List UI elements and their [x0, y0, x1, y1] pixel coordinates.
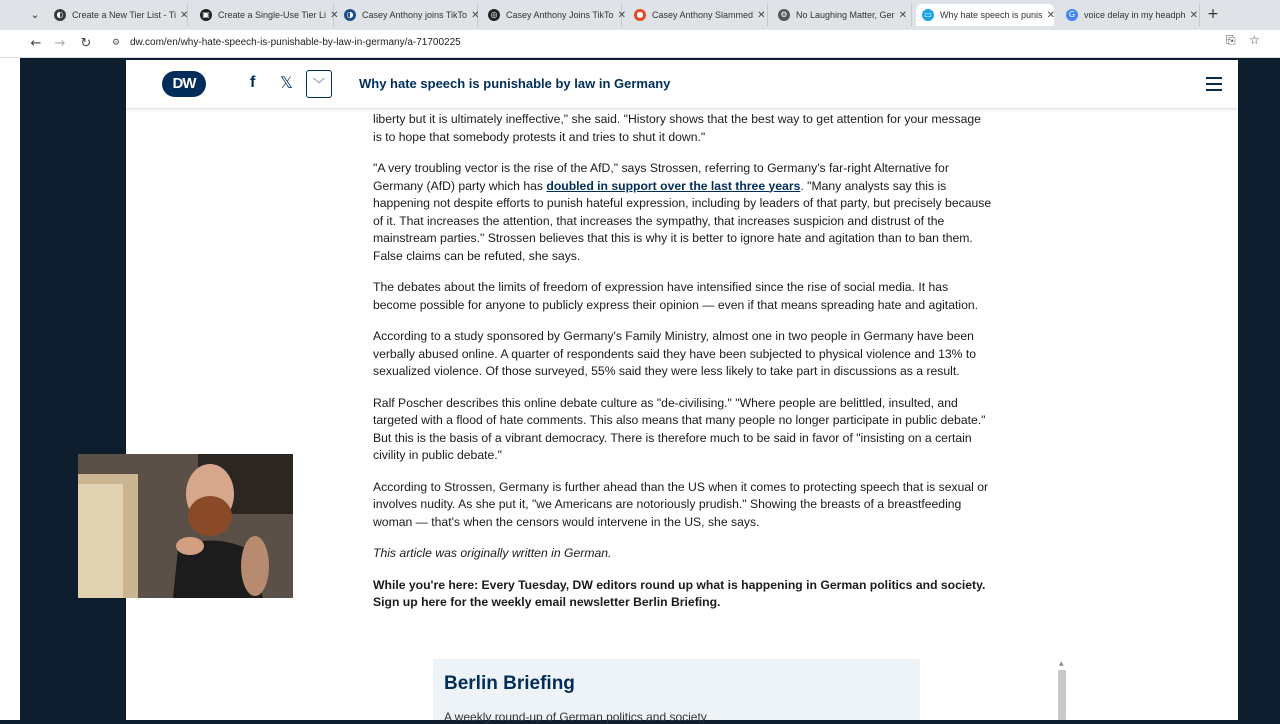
paragraph: According to Strossen, Germany is further ahead than the US when it comes to protecting speech that is sexual or involves nudity. As she put it, "we Americans are notoriously prudish." Showing the breasts of a breastfeeding woman — that's when the censors would intervene in the US, she says. [373, 479, 989, 529]
tab-label: Casey Anthony Slammed [652, 10, 754, 20]
right-margin [1238, 58, 1280, 720]
browser-toolbar [0, 30, 1280, 58]
tab-close-icon[interactable]: ✕ [898, 9, 907, 21]
newsletter-box [433, 659, 920, 724]
browser-tab[interactable] [338, 4, 478, 26]
tab-favicon-icon: ● [634, 9, 646, 21]
browser-tab[interactable] [1060, 4, 1200, 26]
x-share-icon[interactable]: 𝕏 [280, 75, 293, 92]
tab-label: Create a New Tier List - Ti [72, 10, 177, 20]
browser-tab[interactable] [916, 4, 1054, 26]
site-info-icon[interactable]: ⚙ [112, 38, 121, 48]
newsletter-promo[interactable]: While you're here: Every Tuesday, DW editors round up what is happening in German politics and society. Sign up here for the weekly email newsletter Berlin Briefing. [373, 577, 986, 609]
tab-close-icon[interactable]: ✕ [180, 9, 189, 21]
paragraph: Ralf Poscher describes this online debate culture as "de-civilising." "Where people are belittled, insulted, and targeted with a flood of hate comments. This also means that many people no longer participate in public debate." But this is the basis of a vibrant democracy. There is therefore much to be said in favor of "insisting on a certain civility in public debate." [373, 395, 986, 462]
tab-label: Why hate speech is punis [940, 10, 1043, 20]
install-app-icon[interactable]: ⎘ [1226, 33, 1236, 47]
article-body [373, 111, 993, 626]
menu-hamburger-icon[interactable] [1206, 77, 1222, 91]
dw-logo[interactable]: DW [162, 71, 206, 97]
tab-favicon-icon: ▭ [922, 9, 934, 21]
paragraph: liberty but it is ultimately ineffective," she said. "History shows that the best way to get attention for your message is to hope that somebody protests it and tries to shut it down." [373, 112, 981, 144]
dw-sticky-header [126, 60, 1238, 109]
tab-label: No Laughing Matter, Ger [796, 10, 895, 20]
paragraph: According to a study sponsored by Germany's Family Ministry, almost one in two people in Germany have been verbally abused online. A quarter of respondents said they have been subjected to physical violence and 13% to sexualized violence. Of those surveyed, 55% said they were less likely to take part in discussions as a result. [373, 329, 977, 378]
tab-close-icon[interactable]: ✕ [1189, 9, 1198, 21]
newsletter-title: Berlin Briefing [444, 673, 575, 694]
scroll-up-arrow-icon[interactable]: ▲ [1059, 660, 1064, 667]
tab-favicon-icon: ▣ [200, 9, 212, 21]
article-header-title: Why hate speech is punishable by law in Germany [359, 76, 671, 91]
back-arrow-icon[interactable]: ← [30, 36, 42, 51]
tab-favicon-icon: ◎ [488, 9, 500, 21]
paragraph-text: "A very troubling vector is the rise of the AfD," says Strossen, referring to Germany's far-right Alternative for Germany (AfD) party which has [373, 161, 949, 193]
tab-close-icon[interactable]: ✕ [471, 9, 480, 21]
webcam-person-image [78, 454, 293, 598]
forward-arrow-icon[interactable]: → [54, 36, 66, 51]
paragraph [373, 160, 993, 265]
bookmark-star-icon[interactable]: ☆ [1249, 33, 1260, 47]
share-more-chevron-icon[interactable]: ﹀ [306, 70, 332, 98]
embed-scrollbar[interactable] [1057, 660, 1067, 720]
webcam-overlay [78, 454, 293, 598]
tab-label: Create a Single-Use Tier Li [218, 10, 327, 20]
new-tab-plus-icon[interactable]: + [1207, 6, 1219, 22]
browser-tab-strip [0, 0, 1280, 30]
left-margin [0, 58, 20, 720]
browser-tab[interactable] [48, 4, 188, 26]
tab-label: Casey Anthony Joins TikTo [506, 10, 614, 20]
browser-tab[interactable] [194, 4, 339, 26]
tab-close-icon[interactable]: ✕ [757, 9, 766, 21]
tab-search-chevron-icon[interactable]: ⌄ [30, 9, 40, 21]
translation-note: This article was originally written in German. [373, 546, 612, 560]
scroll-thumb[interactable] [1058, 670, 1066, 720]
paragraph: The debates about the limits of freedom of expression have intensified since the rise of social media. It has become possible for anyone to publicly express their opinion — even if that means spreading hate and agitation. [373, 280, 979, 312]
tab-close-icon[interactable]: ✕ [617, 9, 626, 21]
tab-close-icon[interactable]: ✕ [1046, 9, 1055, 21]
facebook-share-icon[interactable]: f [250, 74, 256, 91]
tab-favicon-icon: ⚙ [778, 9, 790, 21]
url-text[interactable]: dw.com/en/why-hate-speech-is-punishable-by-law-in-germany/a-71700225 [130, 37, 461, 48]
browser-tab[interactable] [628, 4, 768, 26]
reload-icon[interactable]: ↻ [80, 36, 92, 51]
tab-favicon-icon: ◐ [54, 9, 66, 21]
tab-label: Casey Anthony joins TikTo [362, 10, 468, 20]
browser-tab[interactable] [772, 4, 912, 26]
tab-close-icon[interactable]: ✕ [330, 9, 339, 21]
support-doubled-link[interactable]: doubled in support over the last three years [546, 178, 801, 193]
paragraph-text: . "Many analysts say this is happening not despite efforts to punish hateful expression, including by leaders of that party, but precisely because of it. That increases the attention, that increases the sympathy, that increases suspicion and distrust of the mainstream parties." Strossen believes that this is why it is better to ignore hate and agitation than to ban them. False claims can be refuted, she says. [373, 178, 992, 263]
address-bar[interactable] [106, 34, 1266, 54]
newsletter-subtitle: A weekly round-up of German politics and society [444, 710, 707, 724]
tab-favicon-icon: ◑ [344, 9, 356, 21]
browser-tab[interactable] [482, 4, 626, 26]
tab-favicon-icon: G [1066, 9, 1078, 21]
tab-label: voice delay in my headph [1084, 10, 1186, 20]
